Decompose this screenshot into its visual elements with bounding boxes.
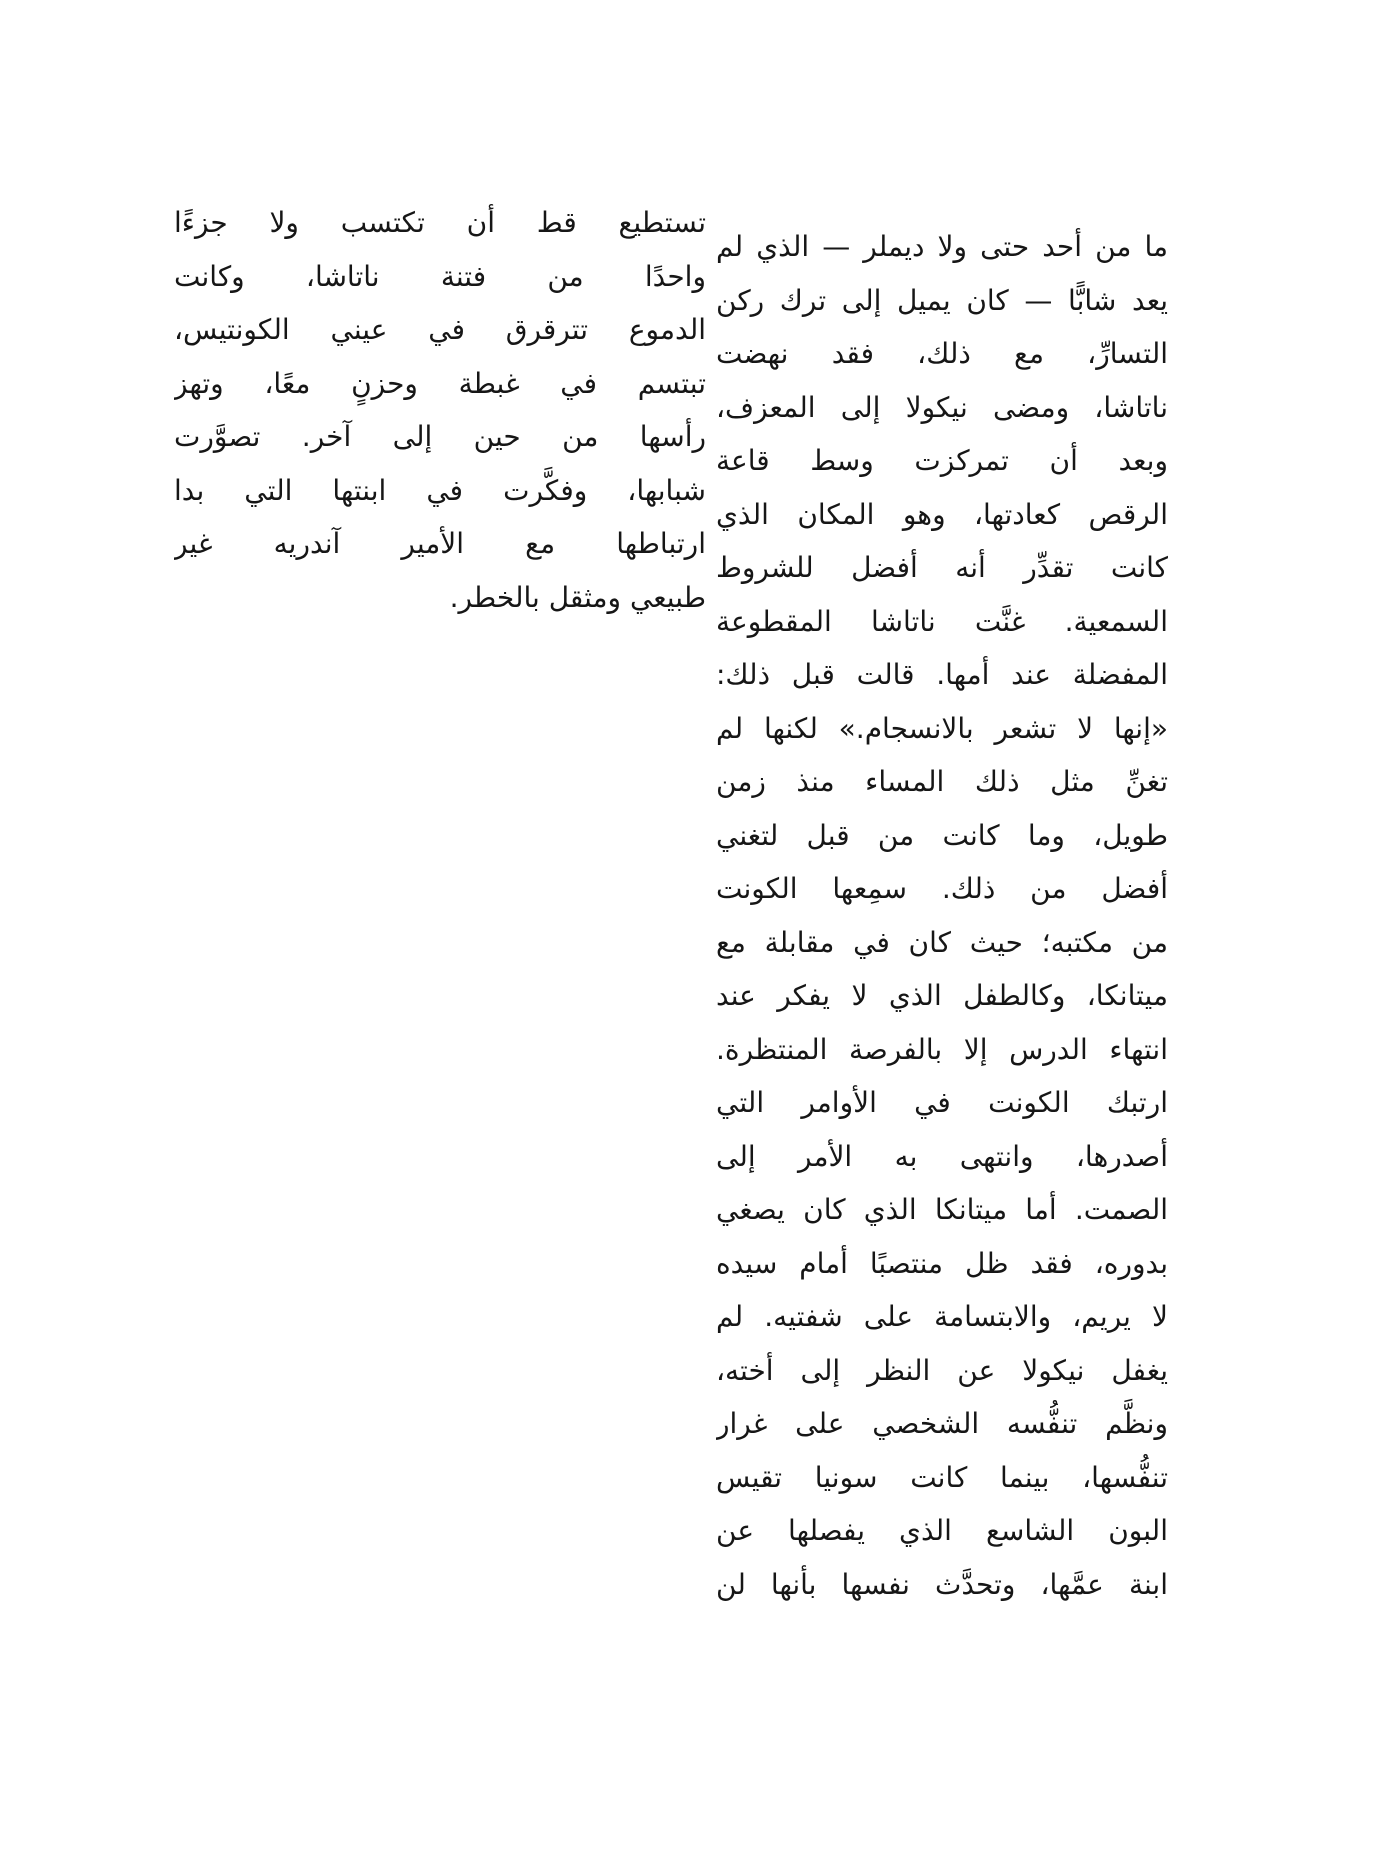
text-line: التسارِّ، مع ذلك، فقد نهضت xyxy=(716,337,1168,370)
text-line: ارتباطها مع الأمير آندريه غير xyxy=(174,527,706,560)
text-line: لا يريم، والابتسامة على شفتيه. لم xyxy=(716,1300,1168,1333)
text-line: طويل، وما كانت من قبل لتغني xyxy=(716,818,1168,852)
continuation-text-column xyxy=(174,196,706,624)
text-line: أصدرها، وانتهى به الأمر إلى xyxy=(716,1139,1168,1173)
text-line: البون الشاسع الذي يفصلها عن xyxy=(716,1514,1168,1547)
text-line: تبتسم في غبطة وحزنٍ معًا، وتهز xyxy=(174,366,706,400)
text-line: من مكتبه؛ حيث كان في مقابلة مع xyxy=(716,925,1168,959)
text-line: شبابها، وفكَّرت في ابنتها التي بدا xyxy=(174,473,706,507)
text-line: انتهاء الدرس إلا بالفرصة المنتظرة. xyxy=(716,1032,1168,1066)
text-line: ناتاشا، ومضى نيكولا إلى المعزف، xyxy=(716,390,1168,424)
text-line: تستطيع قط أن تكتسب ولا جزءًا xyxy=(174,206,706,239)
text-line: «إنها لا تشعر بالانسجام.» لكنها لم xyxy=(716,711,1168,745)
text-line: أفضل من ذلك. سمِعها الكونت xyxy=(716,872,1168,905)
text-line: الرقص كعادتها، وهو المكان الذي xyxy=(716,497,1168,531)
text-line: كانت تقدِّر أنه أفضل للشروط xyxy=(716,551,1168,584)
text-line: تنفُّسها، بينما كانت سونيا تقيس xyxy=(716,1460,1168,1494)
text-line: الصمت. أما ميتانكا الذي كان يصغي xyxy=(716,1193,1168,1226)
text-line: يعد شابًّا — كان يميل إلى ترك ركن xyxy=(716,283,1168,317)
text-line: رأسها من حين إلى آخر. تصوَّرت xyxy=(174,420,706,453)
text-line: بدوره، فقد ظل منتصبًا أمام سيده xyxy=(716,1246,1168,1280)
text-line: ابنة عمَّها، وتحدَّث نفسها بأنها لن xyxy=(716,1567,1168,1601)
text-line: يغفل نيكولا عن النظر إلى أخته، xyxy=(716,1353,1168,1387)
text-line: وبعد أن تمركزت وسط قاعة xyxy=(716,444,1168,477)
text-line: ارتبك الكونت في الأوامر التي xyxy=(716,1086,1168,1119)
text-line: ميتانكا، وكالطفل الذي لا يفكر عند xyxy=(716,979,1168,1012)
text-line: واحدًا من فتنة ناتاشا، وكانت xyxy=(174,259,706,293)
text-line: ونظَّم تنفُّسه الشخصي على غرار xyxy=(716,1407,1168,1440)
text-line: تغنِّ مثل ذلك المساء منذ زمن xyxy=(716,765,1168,798)
text-line: المفضلة عند أمها. قالت قبل ذلك: xyxy=(716,658,1168,691)
text-line: ما من أحد حتى ولا ديملر — الذي لم xyxy=(716,230,1168,263)
primary-text-column xyxy=(716,220,1168,1611)
text-line: السمعية. غنَّت ناتاشا المقطوعة xyxy=(716,604,1168,638)
text-line: الدموع تترقرق في عيني الكونتيس، xyxy=(174,313,706,346)
text-line: طبيعي ومثقل بالخطر. xyxy=(449,580,706,614)
